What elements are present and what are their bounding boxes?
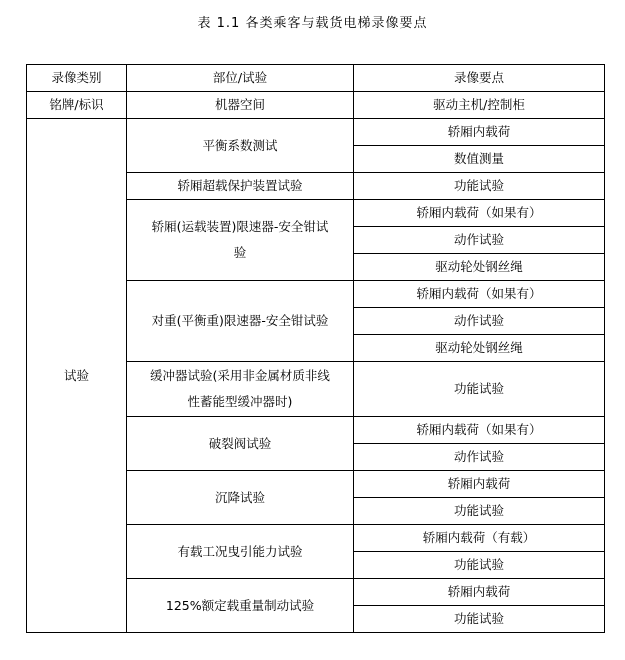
test-name-cell: 对重(平衡重)限速器-安全钳试验 [127, 281, 354, 362]
point-cell: 轿厢内载荷 [354, 119, 605, 146]
point-cell: 动作试验 [354, 308, 605, 335]
test-name-cell: 平衡系数测试 [127, 119, 354, 173]
point-cell: 驱动轮处钢丝绳 [354, 254, 605, 281]
point-cell: 数值测量 [354, 146, 605, 173]
point-cell: 功能试验 [354, 606, 605, 633]
header-location: 部位/试验 [127, 65, 354, 92]
test-name-cell [127, 200, 354, 281]
point-cell: 功能试验 [354, 498, 605, 525]
table-header-row [27, 65, 605, 92]
header-category: 录像类别 [27, 65, 127, 92]
test-name-line: 性蓄能型缓冲器时) [187, 394, 293, 409]
point-cell: 功能试验 [354, 552, 605, 579]
test-name-line: 轿厢(运载装置)限速器-安全钳试 [151, 219, 329, 234]
category-cell-test: 试验 [27, 119, 127, 633]
point-cell: 功能试验 [354, 173, 605, 200]
table-row [27, 119, 605, 146]
point-cell: 轿厢内载荷（如果有） [354, 417, 605, 444]
point-cell: 轿厢内载荷（如果有） [354, 281, 605, 308]
table-row [27, 92, 605, 119]
test-name-cell: 125%额定载重量制动试验 [127, 579, 354, 633]
test-name-cell: 沉降试验 [127, 471, 354, 525]
category-cell: 铭牌/标识 [27, 92, 127, 119]
test-name-line: 验 [233, 245, 247, 260]
table-caption: 表 1.1 各类乘客与载货电梯录像要点 [197, 16, 428, 31]
header-points: 录像要点 [354, 65, 605, 92]
point-cell: 轿厢内载荷 [354, 579, 605, 606]
point-cell: 动作试验 [354, 444, 605, 471]
point-cell: 功能试验 [354, 362, 605, 417]
test-name-line: 缓冲器试验(采用非金属材质非线 [150, 368, 330, 383]
location-cell: 机器空间 [127, 92, 354, 119]
video-points-table [26, 64, 605, 633]
point-cell: 轿厢内载荷 [354, 471, 605, 498]
test-name-cell: 破裂阀试验 [127, 417, 354, 471]
point-cell: 驱动轮处钢丝绳 [354, 335, 605, 362]
point-cell: 轿厢内载荷（如果有） [354, 200, 605, 227]
test-name-cell: 有载工况曳引能力试验 [127, 525, 354, 579]
point-cell: 轿厢内载荷（有载） [354, 525, 605, 552]
test-name-cell: 轿厢超载保护装置试验 [127, 173, 354, 200]
test-name-cell [127, 362, 354, 417]
point-cell: 驱动主机/控制柜 [354, 92, 605, 119]
point-cell: 动作试验 [354, 227, 605, 254]
